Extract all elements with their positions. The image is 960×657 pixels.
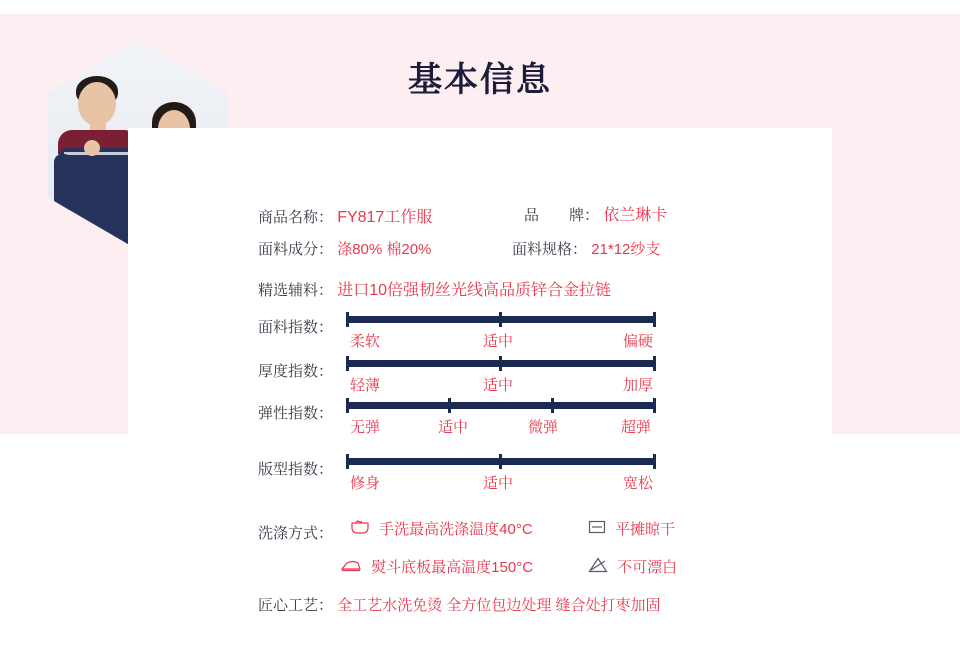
index-bar-elasticity [346, 402, 656, 409]
accessory-label: 精选辅料： [258, 282, 334, 299]
index-scale-thickness-0: 轻薄 [350, 377, 381, 394]
index-scale-elasticity-2: 微弹 [528, 419, 559, 436]
wash-text-1: 平摊晾干 [615, 521, 676, 538]
brand-value: 依兰琳卡 [603, 207, 668, 224]
hand-wash-icon [350, 519, 370, 539]
wash-text-0: 手洗最高洗涤温度40°C [379, 521, 533, 538]
index-bar-fit [346, 458, 656, 465]
no-bleach-icon [588, 557, 608, 577]
index-scale-fabric-2: 偏硬 [623, 333, 654, 350]
index-scale-fit-1: 适中 [483, 475, 514, 492]
fabric-value: 涤80% 棉20% [337, 241, 432, 258]
iron-icon [340, 557, 362, 577]
index-label-fabric: 面料指数： [258, 319, 334, 336]
product-name-value: FY817工作服 [337, 209, 433, 226]
info-card [128, 128, 832, 644]
index-scale-fit-0: 修身 [350, 475, 381, 492]
spec-value: 21*12纱支 [591, 241, 661, 258]
accessory-value: 进口10倍强韧丝光线高品质锌合金拉链 [337, 282, 611, 299]
index-scale-fabric-1: 适中 [483, 333, 514, 350]
craft-value: 全工艺水洗免烫 全方位包边处理 缝合处打枣加固 [337, 597, 661, 614]
index-label-thickness: 厚度指数： [258, 363, 334, 380]
wash-label: 洗涤方式： [258, 525, 334, 542]
spec-label: 面料规格： [512, 241, 588, 258]
fabric-label: 面料成分： [258, 241, 334, 258]
index-scale-thickness-1: 适中 [483, 377, 514, 394]
flat-dry-icon [588, 519, 606, 539]
index-scale-thickness-2: 加厚 [623, 377, 654, 394]
page-title: 基本信息 [408, 60, 552, 100]
index-scale-fabric-0: 柔软 [350, 333, 381, 350]
index-scale-elasticity-0: 无弹 [350, 419, 381, 436]
wash-text-3: 不可漂白 [617, 559, 678, 576]
index-scale-elasticity-1: 适中 [438, 419, 469, 436]
craft-label: 匠心工艺： [258, 597, 334, 614]
index-scale-elasticity-3: 超弹 [621, 419, 652, 436]
index-bar-thickness [346, 360, 656, 367]
product-name-label: 商品名称： [258, 209, 334, 226]
index-scale-fit-2: 宽松 [623, 475, 654, 492]
brand-label: 品 牌： [524, 207, 600, 224]
index-label-fit: 版型指数： [258, 461, 334, 478]
wash-text-2: 熨斗底板最高温度150°C [371, 559, 534, 576]
index-label-elasticity: 弹性指数： [258, 405, 334, 422]
index-bar-fabric [346, 316, 656, 323]
